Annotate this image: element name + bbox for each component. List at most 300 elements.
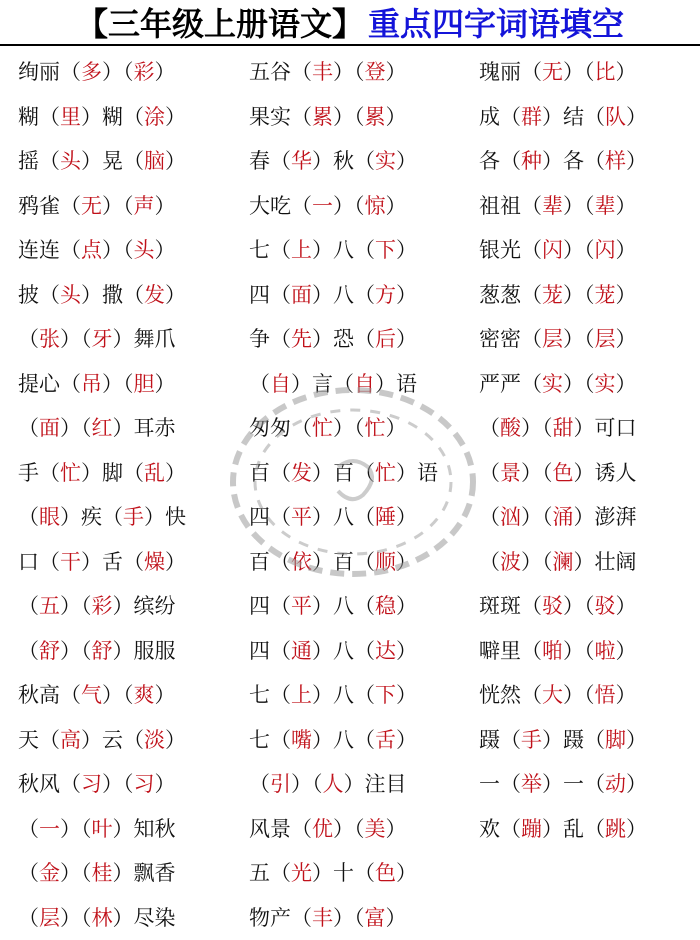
idiom-text: ）（ xyxy=(102,673,134,718)
answer-char: 平 xyxy=(291,584,312,629)
answer-char: 里 xyxy=(60,95,81,140)
idiom-text: ）八（ xyxy=(312,584,375,629)
idiom-row xyxy=(249,629,481,674)
answer-char: 茏 xyxy=(542,273,563,318)
answer-char: 彩 xyxy=(134,50,155,95)
idiom-text: ）十（ xyxy=(312,851,375,896)
idiom-text: 四 xyxy=(249,629,270,674)
answer-char: 实 xyxy=(595,362,616,407)
answer-char: 稳 xyxy=(375,584,396,629)
idiom-text: ）脚（ xyxy=(81,451,144,496)
idiom-text: （ xyxy=(270,495,291,540)
idiom-text: 口 xyxy=(18,540,39,585)
idiom-text: ）（ xyxy=(563,584,595,629)
idiom-text: ）（ xyxy=(60,406,92,451)
answer-char: 色 xyxy=(553,451,574,496)
idiom-text: （ xyxy=(18,807,39,852)
answer-char: 爽 xyxy=(134,673,155,718)
idiom-row xyxy=(18,896,250,940)
idiom-text: ）（ xyxy=(521,451,553,496)
answer-char: 驳 xyxy=(542,584,563,629)
idiom-text: ） xyxy=(616,50,637,95)
answer-char: 人 xyxy=(323,762,344,807)
idiom-text: ） xyxy=(616,362,637,407)
idiom-text: ）（ xyxy=(521,495,553,540)
idiom-text: 匆匆 xyxy=(249,406,291,451)
answer-char: 眼 xyxy=(39,495,60,540)
answer-char: 登 xyxy=(365,50,386,95)
answer-char: 忙 xyxy=(312,406,333,451)
idiom-text: ）知秋 xyxy=(113,807,176,852)
idiom-text: ）糊（ xyxy=(81,95,144,140)
idiom-text: ）（ xyxy=(60,317,92,362)
idiom-text: （ xyxy=(270,851,291,896)
idiom-text: ）（ xyxy=(563,273,595,318)
idiom-text: ） xyxy=(616,673,637,718)
idiom-text: （ xyxy=(521,50,542,95)
idiom-text: ）（ xyxy=(102,50,134,95)
answer-char: 气 xyxy=(81,673,102,718)
answer-char: 累 xyxy=(365,95,386,140)
idiom-text: ） xyxy=(386,95,407,140)
idiom-text: ） xyxy=(396,228,417,273)
idiom-text: ）（ xyxy=(333,807,365,852)
idiom-row xyxy=(18,673,250,718)
idiom-row xyxy=(249,406,481,451)
answer-char: 燥 xyxy=(144,540,165,585)
answer-char: 忙 xyxy=(375,451,396,496)
idiom-text: （ xyxy=(60,184,81,229)
idiom-text: ）八（ xyxy=(312,673,375,718)
answer-char: 面 xyxy=(291,273,312,318)
answer-char: 辈 xyxy=(595,184,616,229)
idiom-text: ）八（ xyxy=(312,228,375,273)
idiom-row xyxy=(479,362,700,407)
idiom-text: 天 xyxy=(18,718,39,763)
idiom-text: ）（ xyxy=(60,629,92,674)
answer-char: 彩 xyxy=(92,584,113,629)
idiom-text: ） xyxy=(165,540,186,585)
idiom-text: （ xyxy=(18,851,39,896)
answer-char: 手 xyxy=(521,718,542,763)
idiom-text: ）澎湃 xyxy=(574,495,637,540)
idiom-row xyxy=(18,228,250,273)
idiom-text: （ xyxy=(479,451,500,496)
idiom-text: ）撒（ xyxy=(81,273,144,318)
idiom-text: ）壮阔 xyxy=(574,540,637,585)
idiom-row xyxy=(479,228,700,273)
idiom-row xyxy=(249,273,481,318)
idiom-row xyxy=(479,451,700,496)
idiom-text: （ xyxy=(18,495,39,540)
idiom-text: 葱葱 xyxy=(479,273,521,318)
idiom-row xyxy=(249,673,481,718)
answer-char: 忙 xyxy=(365,406,386,451)
idiom-text: ） xyxy=(396,584,417,629)
idiom-row xyxy=(249,184,481,229)
idiom-row xyxy=(18,495,250,540)
idiom-row xyxy=(18,95,250,140)
idiom-row xyxy=(18,273,250,318)
answer-char: 样 xyxy=(605,139,626,184)
answer-char: 景 xyxy=(500,451,521,496)
idiom-text: ） xyxy=(396,851,417,896)
idiom-row xyxy=(479,718,700,763)
idiom-text: （ xyxy=(291,807,312,852)
idiom-text: （ xyxy=(39,95,60,140)
answer-char: 驳 xyxy=(595,584,616,629)
answer-char: 茏 xyxy=(595,273,616,318)
idiom-text: ） xyxy=(155,673,176,718)
idiom-column-1 xyxy=(18,50,250,940)
answer-char: 平 xyxy=(291,495,312,540)
idiom-text: ）语 xyxy=(375,362,417,407)
answer-char: 比 xyxy=(595,50,616,95)
idiom-row xyxy=(18,807,250,852)
idiom-text: ） xyxy=(616,273,637,318)
idiom-text: ）（ xyxy=(333,406,365,451)
idiom-row xyxy=(18,50,250,95)
answer-char: 无 xyxy=(542,50,563,95)
idiom-text: （ xyxy=(18,406,39,451)
idiom-text: （ xyxy=(521,584,542,629)
idiom-row xyxy=(249,896,481,940)
idiom-row xyxy=(479,584,700,629)
idiom-text: ）语 xyxy=(396,451,438,496)
page-header xyxy=(0,0,700,44)
answer-char: 层 xyxy=(39,896,60,940)
idiom-row xyxy=(18,317,250,362)
idiom-text: ） xyxy=(165,451,186,496)
idiom-text: （ xyxy=(521,673,542,718)
idiom-text: 四 xyxy=(249,273,270,318)
idiom-text: （ xyxy=(291,406,312,451)
answer-char: 种 xyxy=(521,139,542,184)
idiom-text: 争 xyxy=(249,317,270,362)
idiom-text: （ xyxy=(270,718,291,763)
idiom-text: （ xyxy=(270,629,291,674)
idiom-text: （ xyxy=(270,673,291,718)
answer-char: 舒 xyxy=(39,629,60,674)
answer-char: 汹 xyxy=(500,495,521,540)
answer-char: 甜 xyxy=(553,406,574,451)
idiom-row xyxy=(479,273,700,318)
idiom-row xyxy=(249,451,481,496)
idiom-text: ） xyxy=(626,718,647,763)
answer-char: 林 xyxy=(92,896,113,940)
idiom-column-2 xyxy=(249,50,481,940)
idiom-row xyxy=(249,50,481,95)
idiom-row xyxy=(18,584,250,629)
answer-char: 波 xyxy=(500,540,521,585)
idiom-text: （ xyxy=(479,406,500,451)
idiom-text: ）（ xyxy=(60,896,92,940)
idiom-text: ）缤纷 xyxy=(113,584,176,629)
idiom-text: （ xyxy=(479,495,500,540)
idiom-text: ）（ xyxy=(291,762,323,807)
idiom-row xyxy=(249,139,481,184)
answer-char: 色 xyxy=(375,851,396,896)
idiom-text: ）一（ xyxy=(542,762,605,807)
idiom-text: （ xyxy=(39,273,60,318)
idiom-text: ） xyxy=(155,228,176,273)
answer-char: 蹦 xyxy=(521,807,542,852)
idiom-text: 物产 xyxy=(249,896,291,940)
answer-char: 优 xyxy=(312,807,333,852)
answer-char: 动 xyxy=(605,762,626,807)
idiom-text: ） xyxy=(396,673,417,718)
idiom-text: 秋高 xyxy=(18,673,60,718)
idiom-text: （ xyxy=(521,228,542,273)
idiom-text: （ xyxy=(500,139,521,184)
idiom-row xyxy=(18,406,250,451)
idiom-text: ） xyxy=(616,584,637,629)
idiom-row xyxy=(479,807,700,852)
answer-char: 下 xyxy=(375,228,396,273)
idiom-row xyxy=(249,317,481,362)
idiom-text: 摇 xyxy=(18,139,39,184)
idiom-text: ）（ xyxy=(563,673,595,718)
idiom-text: （ xyxy=(291,95,312,140)
idiom-text: ）疾（ xyxy=(60,495,123,540)
idiom-text: ）（ xyxy=(333,896,365,940)
idiom-text: （ xyxy=(500,807,521,852)
idiom-text: 祖祖 xyxy=(479,184,521,229)
idiom-row xyxy=(479,629,700,674)
idiom-text: ）各（ xyxy=(542,139,605,184)
idiom-text: （ xyxy=(18,896,39,940)
answer-char: 光 xyxy=(291,851,312,896)
idiom-text: 五 xyxy=(249,851,270,896)
idiom-text: （ xyxy=(521,184,542,229)
idiom-text: （ xyxy=(270,584,291,629)
idiom-text: ）服服 xyxy=(113,629,176,674)
idiom-text: （ xyxy=(249,362,270,407)
idiom-text: （ xyxy=(270,540,291,585)
idiom-row xyxy=(479,495,700,540)
idiom-text: （ xyxy=(270,273,291,318)
idiom-row xyxy=(479,317,700,362)
answer-char: 实 xyxy=(542,362,563,407)
idiom-text: 手 xyxy=(18,451,39,496)
idiom-text: ）晃（ xyxy=(81,139,144,184)
idiom-text: ）可口 xyxy=(574,406,637,451)
answer-char: 澜 xyxy=(553,540,574,585)
idiom-row xyxy=(249,584,481,629)
idiom-text: 四 xyxy=(249,584,270,629)
idiom-row xyxy=(18,851,250,896)
idiom-text: （ xyxy=(60,50,81,95)
idiom-text: 百 xyxy=(249,451,270,496)
idiom-text: ）注目 xyxy=(344,762,407,807)
idiom-row xyxy=(479,540,700,585)
idiom-row xyxy=(479,95,700,140)
answer-char: 多 xyxy=(81,50,102,95)
idiom-text: ） xyxy=(165,718,186,763)
idiom-text: （ xyxy=(18,629,39,674)
answer-char: 丰 xyxy=(312,50,333,95)
answer-char: 方 xyxy=(375,273,396,318)
answer-char: 啪 xyxy=(542,629,563,674)
idiom-row xyxy=(249,495,481,540)
answer-char: 头 xyxy=(134,228,155,273)
idiom-text: （ xyxy=(60,673,81,718)
idiom-text: 成 xyxy=(479,95,500,140)
idiom-text: ）（ xyxy=(102,362,134,407)
idiom-text: 连连 xyxy=(18,228,60,273)
idiom-text: ）（ xyxy=(563,228,595,273)
idiom-text: （ xyxy=(521,629,542,674)
answer-char: 头 xyxy=(60,273,81,318)
idiom-text: ） xyxy=(165,273,186,318)
idiom-text: ）结（ xyxy=(542,95,605,140)
answer-char: 嘴 xyxy=(291,718,312,763)
idiom-text: 一 xyxy=(479,762,500,807)
idiom-text: ）（ xyxy=(102,762,134,807)
idiom-row xyxy=(249,718,481,763)
answer-char: 脚 xyxy=(605,718,626,763)
idiom-text: ）舞爪 xyxy=(113,317,176,362)
idiom-text: 五谷 xyxy=(249,50,291,95)
idiom-text: ）八（ xyxy=(312,495,375,540)
answer-char: 五 xyxy=(39,584,60,629)
idiom-text: （ xyxy=(18,584,39,629)
answer-char: 顺 xyxy=(375,540,396,585)
answer-char: 陲 xyxy=(375,495,396,540)
idiom-text: （ xyxy=(521,273,542,318)
idiom-text: （ xyxy=(270,139,291,184)
idiom-text: ）（ xyxy=(60,851,92,896)
idiom-text: ） xyxy=(386,406,407,451)
idiom-text: ）百（ xyxy=(312,451,375,496)
idiom-text: ）云（ xyxy=(81,718,144,763)
idiom-text: （ xyxy=(500,762,521,807)
idiom-text: ） xyxy=(165,95,186,140)
idiom-text: ）言（ xyxy=(291,362,354,407)
idiom-text: ）（ xyxy=(333,184,365,229)
idiom-text: ） xyxy=(396,317,417,362)
idiom-text: 密密 xyxy=(479,317,521,362)
idiom-text: ） xyxy=(396,139,417,184)
answer-char: 发 xyxy=(144,273,165,318)
answer-char: 达 xyxy=(375,629,396,674)
answer-char: 叶 xyxy=(92,807,113,852)
idiom-row xyxy=(18,451,250,496)
idiom-text: ） xyxy=(616,629,637,674)
idiom-text: （ xyxy=(521,317,542,362)
idiom-row xyxy=(18,762,250,807)
idiom-text: （ xyxy=(249,762,270,807)
idiom-text: ） xyxy=(626,139,647,184)
answer-char: 群 xyxy=(521,95,542,140)
idiom-text: ）（ xyxy=(333,50,365,95)
answer-char: 辈 xyxy=(542,184,563,229)
idiom-text: （ xyxy=(270,317,291,362)
idiom-text: 严严 xyxy=(479,362,521,407)
idiom-row xyxy=(249,762,481,807)
idiom-text: ） xyxy=(396,273,417,318)
idiom-text: ） xyxy=(396,495,417,540)
idiom-text: （ xyxy=(500,95,521,140)
idiom-text: 七 xyxy=(249,673,270,718)
answer-char: 下 xyxy=(375,673,396,718)
answer-char: 华 xyxy=(291,139,312,184)
idiom-row xyxy=(479,762,700,807)
idiom-text: ） xyxy=(155,184,176,229)
idiom-text: 噼里 xyxy=(479,629,521,674)
idiom-text: 七 xyxy=(249,228,270,273)
idiom-text: ）（ xyxy=(60,807,92,852)
idiom-text: 斑斑 xyxy=(479,584,521,629)
answer-char: 累 xyxy=(312,95,333,140)
answer-char: 上 xyxy=(291,228,312,273)
answer-char: 跳 xyxy=(605,807,626,852)
idiom-text: 糊 xyxy=(18,95,39,140)
idiom-row xyxy=(18,139,250,184)
idiom-text: ）舌（ xyxy=(81,540,144,585)
idiom-text: 恍然 xyxy=(479,673,521,718)
idiom-text: 风景 xyxy=(249,807,291,852)
answer-char: 吊 xyxy=(81,362,102,407)
answer-char: 通 xyxy=(291,629,312,674)
answer-char: 依 xyxy=(291,540,312,585)
idiom-text: ）八（ xyxy=(312,629,375,674)
answer-char: 惊 xyxy=(365,184,386,229)
answer-char: 闪 xyxy=(595,228,616,273)
answer-char: 涌 xyxy=(553,495,574,540)
idiom-text: ）八（ xyxy=(312,273,375,318)
idiom-text: 秋风 xyxy=(18,762,60,807)
answer-char: 红 xyxy=(92,406,113,451)
idiom-text: ）（ xyxy=(563,50,595,95)
idiom-text: ）（ xyxy=(563,629,595,674)
answer-char: 层 xyxy=(542,317,563,362)
idiom-text: （ xyxy=(270,451,291,496)
answer-char: 啦 xyxy=(595,629,616,674)
answer-char: 悟 xyxy=(595,673,616,718)
idiom-text: ） xyxy=(396,718,417,763)
idiom-row xyxy=(18,184,250,229)
answer-char: 干 xyxy=(60,540,81,585)
idiom-row xyxy=(18,718,250,763)
idiom-text: ）尽染 xyxy=(113,896,176,940)
answer-char: 点 xyxy=(81,228,102,273)
idiom-text: （ xyxy=(479,540,500,585)
answer-char: 面 xyxy=(39,406,60,451)
idiom-row xyxy=(249,362,481,407)
idiom-text: 七 xyxy=(249,718,270,763)
idiom-row xyxy=(479,184,700,229)
idiom-text: ）（ xyxy=(521,406,553,451)
idiom-text: ） xyxy=(386,807,407,852)
idiom-row xyxy=(18,362,250,407)
idiom-row xyxy=(479,673,700,718)
idiom-text: ） xyxy=(386,50,407,95)
idiom-text: ）八（ xyxy=(312,718,375,763)
header-divider xyxy=(0,44,700,46)
idiom-text: ）乱（ xyxy=(542,807,605,852)
idiom-text: （ xyxy=(291,184,312,229)
idiom-text: ）飘香 xyxy=(113,851,176,896)
idiom-text: ） xyxy=(386,896,407,940)
answer-char: 后 xyxy=(375,317,396,362)
answer-char: 乱 xyxy=(144,451,165,496)
idiom-text: ）耳赤 xyxy=(113,406,176,451)
answer-char: 上 xyxy=(291,673,312,718)
answer-char: 一 xyxy=(39,807,60,852)
idiom-text: （ xyxy=(39,540,60,585)
idiom-row xyxy=(479,139,700,184)
